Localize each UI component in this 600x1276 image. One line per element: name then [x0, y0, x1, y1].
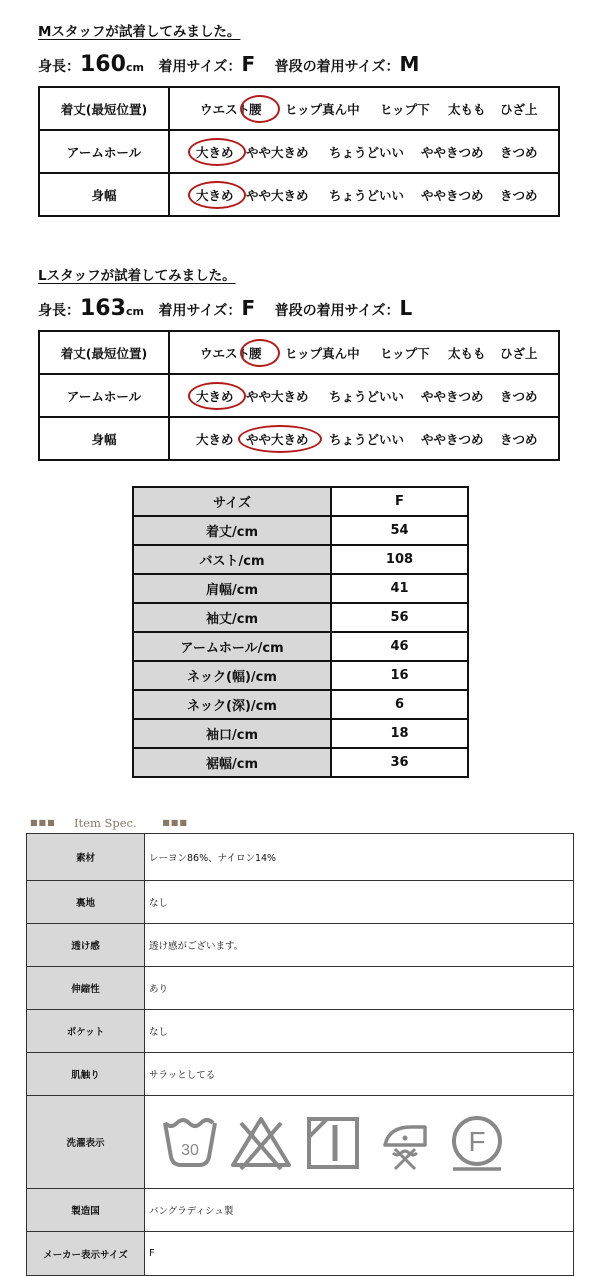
fit-option: ちょうどいい	[329, 187, 405, 203]
spec-row	[27, 881, 574, 924]
size-value: 18	[331, 719, 468, 748]
size-row	[133, 603, 468, 632]
size-value: 41	[331, 574, 468, 603]
height-label: 身長：	[38, 59, 80, 75]
size-table	[132, 486, 469, 778]
spec-row	[27, 1096, 574, 1189]
spec-value: なし	[145, 881, 574, 924]
hand-wash-30-icon	[155, 1109, 223, 1175]
height-unit: cm	[125, 61, 144, 74]
size-value: 36	[331, 748, 468, 777]
spec-label: メーカー表示サイズ	[27, 1232, 145, 1276]
spec-row	[27, 1232, 574, 1276]
spec-label: ポケット	[27, 1010, 145, 1053]
m-fit-table	[38, 86, 560, 217]
fit-option: きつめ	[500, 187, 538, 203]
fit-option: 大きめ	[196, 144, 234, 160]
size-label: ネック(幅)/cm	[133, 661, 331, 690]
size-row	[133, 516, 468, 545]
size-row	[133, 545, 468, 574]
size-label: 肩幅/cm	[133, 574, 331, 603]
fit-options	[169, 374, 559, 417]
size-row	[133, 574, 468, 603]
selected-ring	[238, 425, 322, 453]
spec-value: 透け感がございます。	[145, 924, 574, 967]
fit-option: 腰	[249, 101, 262, 117]
height-label: 身長：	[38, 303, 80, 319]
fit-option: ひざ上	[500, 101, 538, 117]
fit-option: ややきつめ	[421, 144, 484, 160]
fit-option: ちょうどいい	[329, 431, 405, 447]
height-unit: cm	[125, 305, 144, 318]
spec-label: 裏地	[27, 881, 145, 924]
size-value: 54	[331, 516, 468, 545]
wear-size-value: F	[241, 52, 256, 76]
fit-row-label: 着丈(最短位置)	[39, 87, 169, 130]
usual-size-label: 普段の着用サイズ：	[274, 303, 400, 319]
fit-option: やや大きめ	[246, 187, 309, 203]
fit-option: ひざ上	[500, 345, 538, 361]
l-header-line	[38, 296, 412, 321]
spec-row	[27, 924, 574, 967]
no-bleach-icon	[227, 1109, 295, 1175]
size-row	[133, 690, 468, 719]
spec-label: 伸縮性	[27, 967, 145, 1010]
heading-squares-right: ■■■	[162, 818, 188, 827]
spec-row	[27, 1053, 574, 1096]
spec-label: 透け感	[27, 924, 145, 967]
fit-option: ややきつめ	[421, 431, 484, 447]
fit-option: 大きめ	[196, 431, 234, 447]
line-dry-shade-icon	[299, 1109, 367, 1175]
spec-row	[27, 1189, 574, 1232]
item-spec-table	[26, 833, 574, 1276]
fit-option: ウエスト	[200, 101, 251, 117]
size-label: 裾幅/cm	[133, 748, 331, 777]
fit-option: やや大きめ	[246, 144, 309, 160]
fit-row-label: アームホール	[39, 130, 169, 173]
size-label: 袖口/cm	[133, 719, 331, 748]
size-label: アームホール/cm	[133, 632, 331, 661]
m-header-line	[38, 52, 419, 77]
usual-size-label: 普段の着用サイズ：	[274, 59, 400, 75]
fit-option: 大きめ	[196, 187, 234, 203]
size-label: サイズ	[133, 487, 331, 516]
fit-options	[169, 130, 559, 173]
wear-size-label: 着用サイズ：	[158, 303, 242, 319]
usual-size-value: M	[399, 52, 420, 76]
fit-option: ややきつめ	[421, 388, 484, 404]
size-label: バスト/cm	[133, 545, 331, 574]
spec-row	[27, 967, 574, 1010]
size-value: 108	[331, 545, 468, 574]
fit-row	[39, 130, 559, 173]
fit-option: 太もも	[448, 345, 486, 361]
selected-ring	[188, 138, 246, 166]
size-row	[133, 632, 468, 661]
fit-option: ややきつめ	[421, 187, 484, 203]
heading-squares-left: ■■■	[30, 818, 56, 827]
dryclean-f-icon	[443, 1109, 511, 1175]
spec-value: F	[145, 1232, 574, 1276]
fit-options	[169, 331, 559, 374]
fit-row	[39, 374, 559, 417]
fit-option: ヒップ下	[380, 101, 430, 117]
spec-value: あり	[145, 967, 574, 1010]
size-row	[133, 748, 468, 777]
fit-option: 腰	[249, 345, 262, 361]
svg-text:F: F	[468, 1126, 486, 1157]
size-label: 着丈/cm	[133, 516, 331, 545]
m-section-title: Mスタッフが試着してみました。	[38, 24, 241, 40]
fit-option: やや大きめ	[246, 388, 309, 404]
fit-options	[169, 87, 559, 130]
care-symbols	[149, 1109, 573, 1175]
fit-options	[169, 417, 559, 460]
fit-option: きつめ	[500, 431, 538, 447]
fit-option: ヒップ真ん中	[285, 101, 360, 117]
size-value: 6	[331, 690, 468, 719]
selected-ring	[188, 181, 246, 209]
size-value: 16	[331, 661, 468, 690]
selected-ring	[240, 95, 280, 123]
fit-option: ヒップ下	[380, 345, 430, 361]
wear-size-label: 着用サイズ：	[158, 59, 242, 75]
size-value: 46	[331, 632, 468, 661]
fit-option: ウエスト	[200, 345, 251, 361]
item-spec-title: Item Spec.	[73, 816, 137, 830]
l-section-title: Lスタッフが試着してみました。	[38, 268, 236, 284]
size-row	[133, 661, 468, 690]
fit-option: やや大きめ	[246, 431, 309, 447]
fit-option: ちょうどいい	[329, 388, 405, 404]
fit-row-label: アームホール	[39, 374, 169, 417]
size-value: 56	[331, 603, 468, 632]
fit-row	[39, 173, 559, 216]
fit-option: ヒップ真ん中	[285, 345, 360, 361]
height-value: 163	[80, 296, 126, 321]
wear-size-value: F	[241, 296, 256, 320]
spec-label: 素材	[27, 834, 145, 881]
fit-row-label: 身幅	[39, 173, 169, 216]
spec-value: なし	[145, 1010, 574, 1053]
spec-value: レーヨン86%、ナイロン14%	[145, 834, 574, 881]
spec-value	[145, 1096, 574, 1189]
selected-ring	[188, 382, 246, 410]
size-label: 袖丈/cm	[133, 603, 331, 632]
spec-label: 洗濯表示	[27, 1096, 145, 1189]
fit-row	[39, 331, 559, 374]
fit-row	[39, 87, 559, 130]
fit-options	[169, 173, 559, 216]
fit-option: きつめ	[500, 388, 538, 404]
height-value: 160	[80, 52, 126, 77]
size-label: ネック(深)/cm	[133, 690, 331, 719]
size-row	[133, 719, 468, 748]
spec-label: 製造国	[27, 1189, 145, 1232]
svg-text:30: 30	[181, 1142, 199, 1159]
fit-option: 大きめ	[196, 388, 234, 404]
usual-size-value: L	[399, 296, 413, 320]
size-value: F	[331, 487, 468, 516]
fit-option: ちょうどいい	[329, 144, 405, 160]
selected-ring	[240, 339, 280, 367]
l-fit-table	[38, 330, 560, 461]
fit-row-label: 身幅	[39, 417, 169, 460]
fit-option: 太もも	[448, 101, 486, 117]
item-spec-heading	[30, 816, 188, 830]
spec-value: サラッとしてる	[145, 1053, 574, 1096]
fit-row-label: 着丈(最短位置)	[39, 331, 169, 374]
iron-low-cloth-icon	[371, 1109, 439, 1175]
size-header-row	[133, 487, 468, 516]
spec-label: 肌触り	[27, 1053, 145, 1096]
spec-value: バングラディシュ製	[145, 1189, 574, 1232]
spec-row	[27, 834, 574, 881]
fit-row	[39, 417, 559, 460]
spec-row	[27, 1010, 574, 1053]
fit-option: きつめ	[500, 144, 538, 160]
